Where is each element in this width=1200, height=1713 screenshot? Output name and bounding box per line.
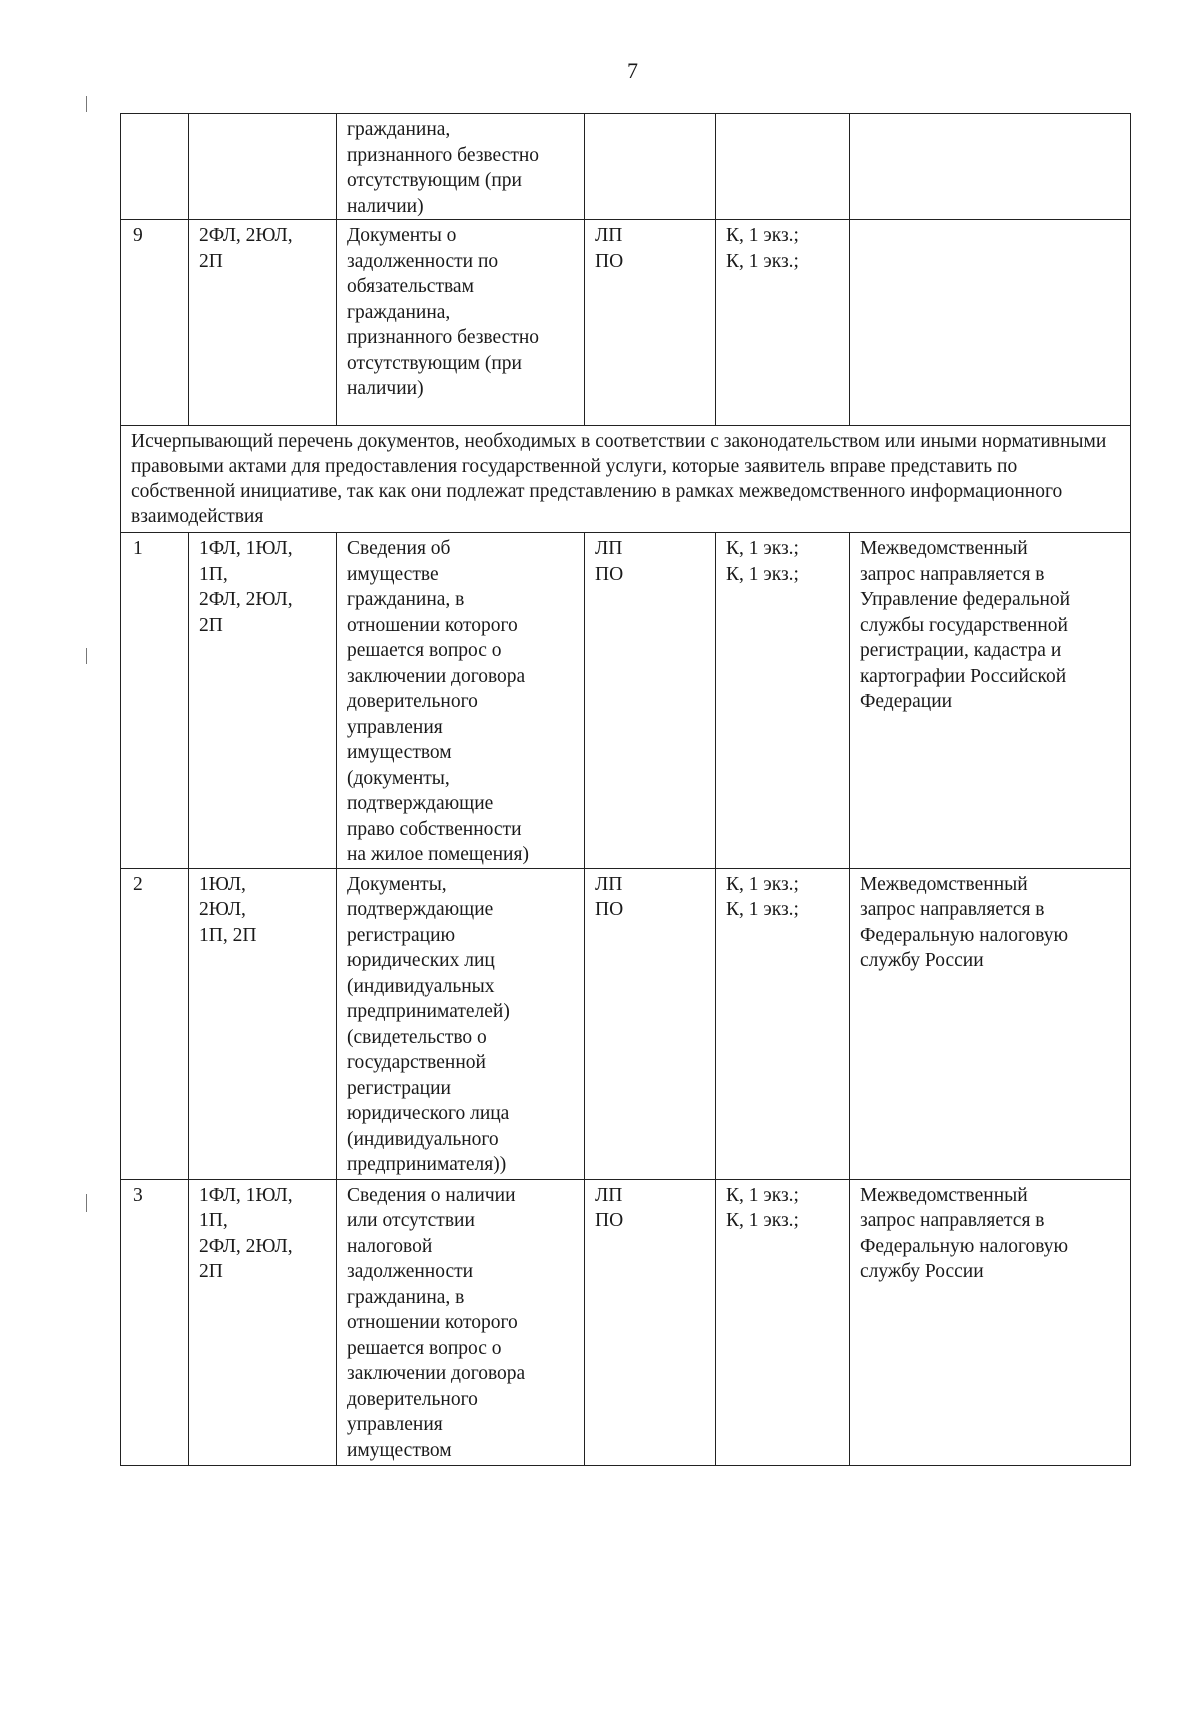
page-number: 7: [627, 58, 638, 83]
document-form: [585, 114, 716, 220]
scan-mark: [86, 1194, 87, 1212]
document-note: Межведомственный запрос направляется в Управление федеральной службы государственной регистрации, кадастра и картографии Российской Федерации: [850, 533, 1131, 869]
table-row: [121, 114, 1131, 220]
section-heading-row: [121, 426, 1131, 533]
document-form: ЛП ПО: [585, 1179, 716, 1465]
applicant-categories: [189, 114, 337, 220]
document-name: Документы о задолженности по обязательствам гражданина, признанного безвестно отсутствующим (при наличии): [337, 220, 585, 426]
document-form: ЛП ПО: [585, 868, 716, 1179]
document-note: [850, 114, 1131, 220]
document-copies: К, 1 экз.; К, 1 экз.;: [716, 868, 850, 1179]
applicant-categories: 1ФЛ, 1ЮЛ, 1П, 2ФЛ, 2ЮЛ, 2П: [189, 533, 337, 869]
table-row: [121, 220, 1131, 426]
applicant-categories: 2ФЛ, 2ЮЛ, 2П: [189, 220, 337, 426]
document-name: Сведения об имуществе гражданина, в отношении которого решается вопрос о заключении договора доверительного управления имуществом (документы, подтверждающие право собственности на жилое помещения): [337, 533, 585, 869]
table-row: [121, 533, 1131, 869]
document-form: ЛП ПО: [585, 220, 716, 426]
row-number: [121, 114, 189, 220]
document-copies: К, 1 экз.; К, 1 экз.;: [716, 1179, 850, 1465]
document-name: гражданина, признанного безвестно отсутствующим (при наличии): [337, 114, 585, 220]
scan-mark: [86, 96, 87, 112]
scan-mark: [86, 648, 87, 664]
table-row: [121, 1179, 1131, 1465]
row-number: 2: [121, 868, 189, 1179]
documents-table: [120, 113, 1131, 1466]
document-copies: К, 1 экз.; К, 1 экз.;: [716, 533, 850, 869]
applicant-categories: 1ЮЛ, 2ЮЛ, 1П, 2П: [189, 868, 337, 1179]
document-note: Межведомственный запрос направляется в Федеральную налоговую службу России: [850, 868, 1131, 1179]
document-form: ЛП ПО: [585, 533, 716, 869]
applicant-categories: 1ФЛ, 1ЮЛ, 1П, 2ФЛ, 2ЮЛ, 2П: [189, 1179, 337, 1465]
table-row: [121, 868, 1131, 1179]
document-name: Сведения о наличии или отсутствии налоговой задолженности гражданина, в отношении которого решается вопрос о заключении договора доверительного управления имуществом: [337, 1179, 585, 1465]
document-copies: К, 1 экз.; К, 1 экз.;: [716, 220, 850, 426]
document-note: Межведомственный запрос направляется в Федеральную налоговую службу России: [850, 1179, 1131, 1465]
document-copies: [716, 114, 850, 220]
row-number: 1: [121, 533, 189, 869]
document-note: [850, 220, 1131, 426]
document-name: Документы, подтверждающие регистрацию юридических лиц (индивидуальных предпринимателей) (свидетельство о государственной регистрации юридического лица (индивидуального предпринимателя)): [337, 868, 585, 1179]
section-heading: Исчерпывающий перечень документов, необходимых в соответствии с законодательством или иными нормативными правовыми актами для предоставления государственной услуги, которые заявитель вправе представить по собственной инициативе, так как они подлежат представлению в рамках межведомственного информационного взаимодействия: [121, 426, 1131, 533]
row-number: 9: [121, 220, 189, 426]
row-number: 3: [121, 1179, 189, 1465]
